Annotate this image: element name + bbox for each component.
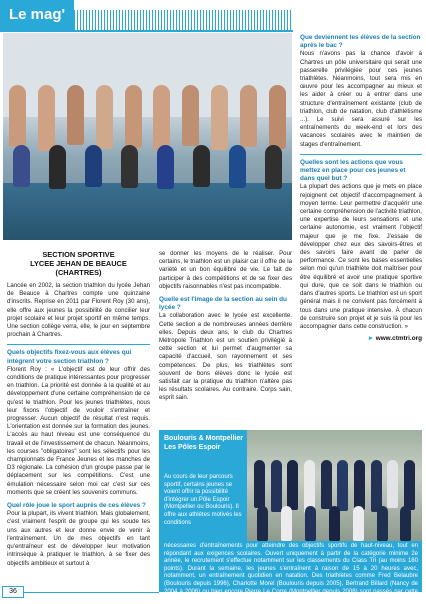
boxout-title: Boulouris & Montpellier Les Pôles Espoir — [164, 435, 243, 451]
question-actions: Quelles sont les actions que vous mettez en place pour ces jeunes et dans quel but ? — [300, 158, 406, 183]
question-after-bac: Que deviennent les élèves de la section après le bac ? — [300, 34, 421, 50]
separator — [300, 154, 422, 155]
intro-paragraph: Lancée en 2002, la section triathlon du lycée Jehan de Beauce à Chartres compte une quinzaine d'inscrits. Reprise en 2011 par Florent Roy (30 ans), elle offre aux jeunes la possibilité de concilier leur projet scolaire et leur projet sportif en même temps. Une section collège verra, elle, le jour en septembre prochain à Chartres. — [7, 282, 150, 339]
club-url[interactable]: www.ctmtri.org — [375, 335, 422, 343]
answer-sport-role: Pour la plupart, ils vivent triathlon. Mais globalement, c'est vraiment l'esprit de groupe qui les soude tes uns aux autres et leur donne envie de venir à l'entraînement. Un de mes objectifs en tant qu'entraîneur est de développer leur motivation intrinsèque à pratiquer le triathlon, à se fixer des objectifs ambitieux et surtout à — [7, 510, 150, 567]
separator — [7, 344, 150, 345]
question-objectives: Quels objectifs fixez-vous aux élèves qui intègrent votre section triathlon ? — [7, 349, 132, 365]
question-sport-role: Quel rôle joue le sport auprès de ces élèves ? — [7, 502, 146, 510]
answer-objectives: Florent Roy : « L'objectif est de leur offrir des conditions de pratique intéressantes pour progresser en triathlon. La priorité est donnée à la qualité et au développement d'une certaine compréhension de ce qu'est le triathlon. Pour les jeunes triathlètes, nous leur fixons l'objectif de vouloir s'entraîner et progresser. Aucun objectif de résultat n'est requis. L'orientation est donnée sur la formation des jeunes. L'accès au haut niveau est une conséquence du travail et de l'investissement de chacun. Néanmoins, les courses "obligatoires" sont les sélectifs pour les championnats de France Jeunes et les manches de D3 régionale. La cohésion d'un groupe passe par le déplacement sur les compétitions. C'est une émulation nécessaire selon moi car c'est sur ces moments que se créent les souvenirs communs. — [7, 365, 150, 496]
page-number: 36 — [2, 586, 24, 598]
photo-back-row — [3, 85, 292, 151]
header-rule — [0, 30, 293, 32]
section-title — [7, 250, 150, 277]
column-middle — [159, 250, 292, 403]
answer-sport-role-continued: se donner les moyens de le réaliser. Pour certains, le triathlon est un plaisir car il offre de la variété et un bon équilibre de vie. Le fait de participer à des compétitions et de se fixer des objectifs raisonnables n'est pas incompatible. — [159, 250, 292, 290]
boxout-body — [164, 543, 418, 604]
section-title-line2: LYCEE JEHAN DE BEAUCE (CHARTRES) — [30, 259, 127, 277]
boxout-photo-front-row — [251, 506, 418, 541]
photo-pool — [3, 183, 292, 240]
column-left — [7, 250, 150, 568]
boxout-body-text: nécessaires d'entraînements pour atteindre des objectifs sportifs de haut-niveau, tout en répondant aux exigences scolaires. Ouvert uniquement à partir de la catégorie minime 2e année, le recrutement s'effectue notamment sur les classements du Class Tri (au moins 180 points). Durant la semaine, les jeunes s'entraînent à raison de 15 à 20 heures avec, notamment, un entraînement quotidien en natation. Des triathlètes comme Fred Belaubre (Boulouris depuis 1996), Charlotte Morel (Boulouris depuis 2005), Bertrand Billard (Nancy de 2004 à 2006) ou bien encore Pierre Le Corre (Montpellier depuis 2008) sont passés par cette structure fédérale d'excellence. — [164, 543, 418, 603]
boxout-intro: Au cours de leur parcours sportif, certains jeunes se voient offrir la possibilité d'intégrer un Pôle Espoir (Montpellier ou Boulouris). Il offre aux athlètes motivés les conditions — [164, 474, 242, 526]
question-lycee-image: Quelle est l'image de la section au sein du lycée ? — [159, 296, 287, 312]
header-stripes — [74, 10, 293, 30]
column-right — [300, 34, 422, 343]
arrow-right-icon: ► — [367, 335, 374, 343]
pole-espoir-boxout — [159, 430, 422, 603]
footer-rule — [24, 592, 159, 593]
club-link[interactable] — [300, 335, 422, 343]
section-tab: Le mag' — [0, 0, 74, 30]
photo-front-row — [3, 145, 292, 189]
answer-actions: La plupart des actions que je mets en place rejoignent cet objectif d'accompagnement à moyen terme. Leur permettre d'acquérir une certaine compréhension de l'activité triathlon, une expertise de leurs sensations et une certaine autonomie, est vraiment l'objectif majeur que je me fixe. J'essaie de développer chez eux des savoirs-êtres et des savoirs faire avant de parler de performance. Ce sont les bases essentielles selon moi qu'un triathlète doit maîtriser pour être équilibré et avoir une pratique sportive qui dure, que ce soit dans le triathlon ou dans d'autres sports. Le triathlon est un sport général mais il ne convient pas forcément à tous dans une pratique intensive. À chacun de construire son projet et je suis là pour les accompagner dans cette construction. » — [300, 183, 422, 330]
pole-espoir-photo — [247, 430, 422, 541]
bullet-icon: ■ — [248, 596, 253, 603]
answer-after-bac: Nous n'avons pas la chance d'avoir à Chartres un pôle universitaire qui serait une passerelle privilégiée pour ces jeunes triathlètes. Néanmoins, tout sera mis en œuvre pour les accompagner au mieux et les aider à créer ou à entrer dans une structure d'entraînement existante (club de triathlon, club de natation, club d'athlétisme ...). Le suivi sera assuré sur les entraînements du week-end et lors des vacances scolaires avec le maintien de stages d'entraînement. — [300, 50, 422, 148]
section-title-line1: SECTION SPORTIVE — [42, 250, 115, 259]
team-photo — [3, 33, 292, 240]
answer-lycee-image: La collaboration avec le lycée est excellente. Cette section a de nombreuses années derrière elles. Depuis deux ans, le club du Chartres Métropole Triathlon est un soutien privilégié à cette section et lui permet d'augmenter sa capacité d'accueil, son rayonnement et ses compétences. De plus, les triathlètes sont souvent de bons élèves donc le lycée est satisfait car la pratique du triathlon n'altère pas les résultats scolaires. Au contraire. Corps sain, esprit sain. — [159, 312, 292, 402]
